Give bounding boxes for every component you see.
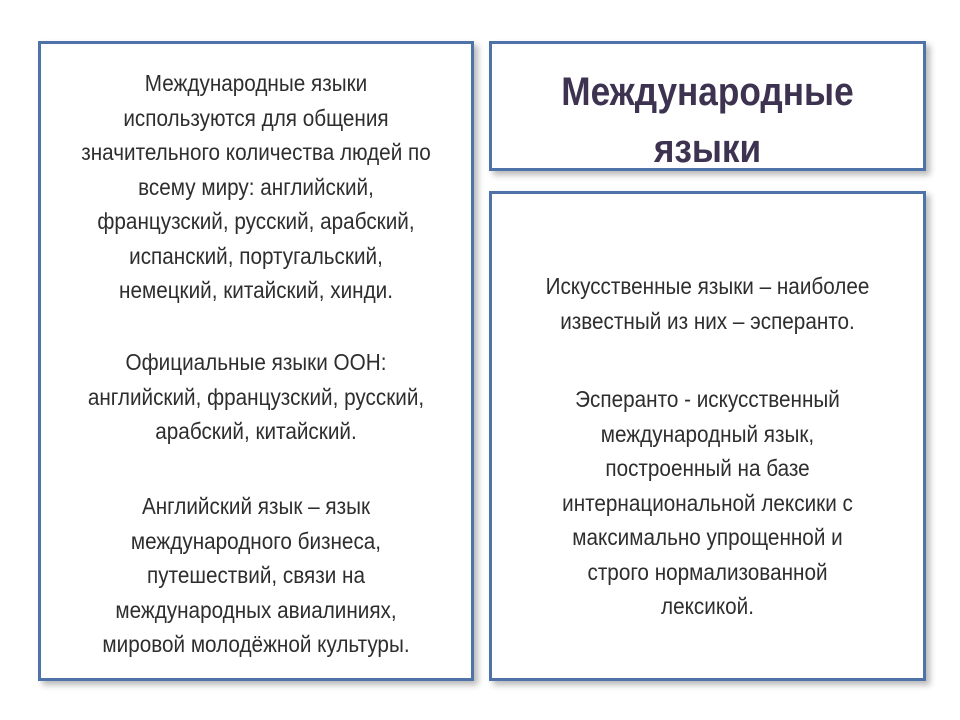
title-box [489,41,926,171]
un-official-languages-paragraph: Официальные языки ООН: английский, французский, русский, арабский, китайский. [87,349,425,444]
international-languages-paragraph: Международные языки используются для общения значительного количества людей по всему миру: английский, французский, русский, арабский, испанский, португальский, немецкий, китайский, хинди. [81,70,431,303]
slide-title: Международные языки [561,70,854,171]
artificial-languages-paragraph: Искусственные языки – наиболее известный из них – эсперанто. [545,273,870,334]
esperanto-paragraph: Эсперанто - искусственный международный язык, построенный на базе интернациональной лексики с максимально упрощенной и строго нормализованной лексикой. [562,386,853,619]
english-language-paragraph: Английский язык – язык международного бизнеса, путешествий, связи на международных авиалиниях, мировой молодёжной культуры. [102,493,410,657]
right-text-box [489,191,926,681]
left-text-box [38,41,474,681]
